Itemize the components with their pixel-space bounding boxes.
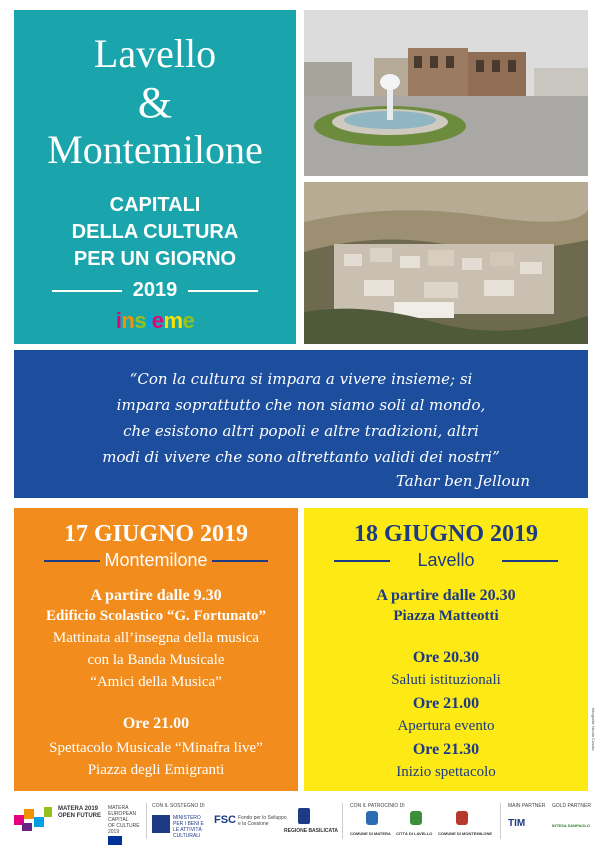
venue: Piazza Matteotti (393, 608, 499, 624)
schedule-time-3: Ore 21.30 (412, 741, 480, 758)
title-lavello: Lavello (93, 31, 217, 76)
fountain-square-photo (304, 10, 588, 176)
event-lavello (304, 508, 596, 791)
event-place-row (14, 548, 298, 572)
title-block (14, 10, 296, 344)
footer-divider (342, 803, 343, 839)
main-partner-label: MAIN PARTNER (508, 803, 546, 809)
evening-venue: Piazza degli Emigranti (87, 762, 225, 778)
regione-crest-icon (298, 808, 310, 824)
fsc-sub-1: Fondo per lo Sviluppo (238, 815, 287, 821)
event-place: Montemilone (104, 550, 208, 570)
title-ampersand: & (137, 78, 173, 127)
matera-crest-icon (366, 811, 378, 825)
photo-credit: fotografie Nicola Cosola (591, 708, 596, 751)
place-rule-left (334, 560, 390, 562)
fsc-logo: FSC (214, 814, 236, 826)
tim-logo: TIM (508, 818, 526, 829)
insieme-logo: insieme (115, 308, 195, 333)
quote-band (14, 350, 588, 498)
schedule-desc-2: Apertura evento (397, 718, 495, 734)
eu-flag-icon (108, 836, 122, 845)
montemilone-crest-icon (456, 811, 468, 825)
quote-line-4: modi di vivere che sono altrettanto validi dei nostri” (102, 448, 500, 466)
mibac-line-1: MINISTERO (173, 815, 201, 821)
matera-2019-logo-icon (14, 805, 54, 833)
fountain-square-image (304, 10, 588, 176)
year-rule-right (188, 290, 258, 292)
description-line-1: Mattinata all’insegna della musica (52, 630, 260, 646)
event-montemilone (14, 508, 298, 791)
quote-line-1: “Con la cultura si impara a vivere insieme; si (129, 370, 473, 388)
mibac-line-3: LE ATTIVITÀ (173, 827, 202, 833)
mibac-line-2: PER I BENI E (173, 821, 204, 827)
evening-time: Ore 21.00 (122, 715, 190, 732)
caption-line-2: DELLA CULTURA (71, 221, 239, 243)
start-time: A partire dalle 20.30 (376, 587, 516, 604)
citta-lavello-label: CITTÀ DI LAVELLO (396, 831, 433, 836)
caption-line-1: CAPITALI (109, 194, 201, 216)
place-rule-left (44, 560, 100, 562)
caption-line-3: PER UN GIORNO (73, 248, 237, 270)
evening-show: Spettacolo Musicale “Minafra live” (49, 740, 263, 756)
schedule-time-2: Ore 21.00 (412, 695, 480, 712)
quote-line-3: che esistono altri popoli e altre tradizioni, altri (123, 422, 479, 440)
ecoc-line-2: EUROPEAN (108, 811, 137, 817)
description-line-2: con la Banda Musicale (87, 652, 225, 668)
event-place: Lavello (417, 550, 475, 570)
event-date: 17 GIUGNO 2019 (63, 521, 248, 547)
ecoc-line-1: MATERA (108, 805, 129, 811)
patrocinio-label: CON IL PATROCINIO DI (350, 803, 405, 809)
matera-label-1: MATERA 2019 (58, 806, 99, 812)
year-label: 2019 (132, 279, 178, 301)
year-row (14, 278, 296, 302)
start-time: A partire dalle 9.30 (90, 587, 222, 604)
footer-divider (500, 803, 501, 839)
ecoc-line-3: CAPITAL (108, 817, 129, 823)
quote-line-2: impara soprattutto che non siamo soli al mondo, (116, 396, 486, 414)
intesa-logo: INTESA SANPAOLO (552, 823, 591, 828)
hillside-town-image (304, 182, 588, 344)
schedule-time-1: Ore 20.30 (412, 649, 480, 666)
lavello-crest-icon (410, 811, 422, 825)
mibac-line-4: CULTURALI (173, 833, 201, 839)
hillside-town-photo (304, 182, 588, 344)
description-line-3: “Amici della Musica” (90, 674, 222, 690)
comune-montemilone-label: COMUNE DI MONTEMILONE (438, 831, 492, 836)
place-rule-right (212, 560, 268, 562)
ecoc-line-5: 2019 (108, 829, 120, 835)
sostegno-label: CON IL SOSTEGNO DI (152, 803, 205, 809)
year-rule-left (52, 290, 122, 292)
schedule-desc-3: Inizio spettacolo (396, 764, 496, 780)
gold-partner-label: GOLD PARTNER (552, 803, 591, 809)
ecoc-line-4: OF CULTURE (108, 823, 140, 829)
place-rule-right (502, 560, 558, 562)
comune-matera-label: COMUNE DI MATERA (350, 831, 391, 836)
quote-author: Tahar ben Jelloun (395, 472, 530, 490)
event-date: 18 GIUGNO 2019 (353, 521, 538, 547)
mibac-logo-icon (152, 815, 170, 833)
event-place-row (304, 548, 588, 572)
title-montemilone: Montemilone (47, 127, 263, 172)
schedule-desc-1: Saluti istituzionali (391, 672, 501, 688)
fsc-sub-2: e la Coesione (238, 821, 269, 827)
footer-divider (146, 803, 147, 839)
matera-label-2: OPEN FUTURE (58, 813, 102, 819)
venue: Edificio Scolastico “G. Fortunato” (46, 608, 266, 624)
regione-label: REGIONE BASILICATA (284, 828, 338, 834)
